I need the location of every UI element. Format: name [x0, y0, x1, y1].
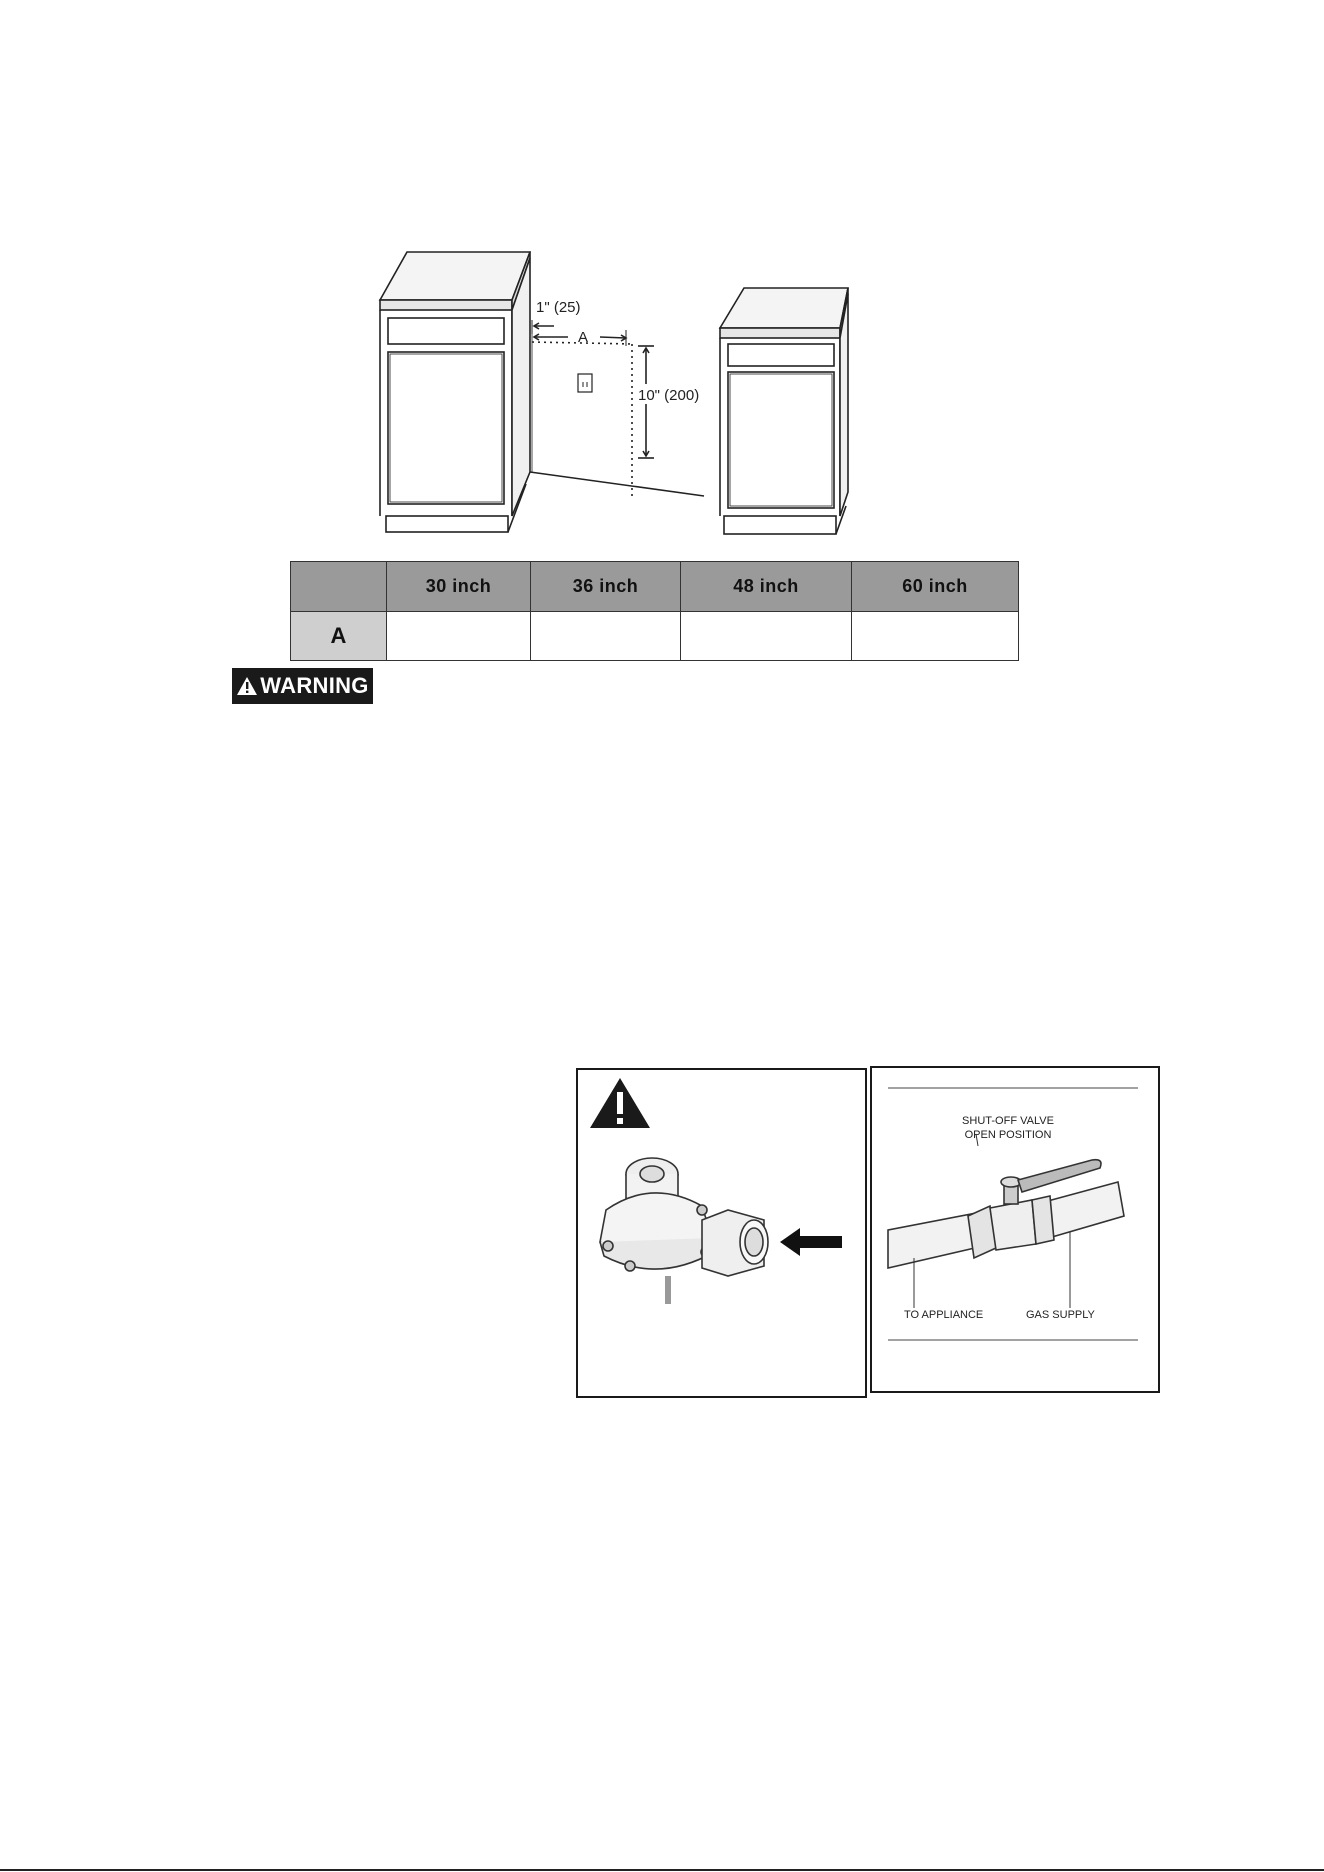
table-row: [291, 612, 1019, 661]
table-header-cell: 36 inch: [531, 562, 681, 612]
table-header-cell: 60 inch: [852, 562, 1019, 612]
valve-title-line2: OPEN POSITION: [964, 1129, 1052, 1141]
regulator-illustration-box: [576, 1068, 867, 1398]
caution-triangle-icon: [590, 1078, 650, 1128]
warning-badge: [232, 668, 373, 704]
dimension-a-label: A: [578, 329, 589, 346]
to-appliance-label: TO APPLIANCE: [904, 1309, 984, 1321]
valve-title-line1: SHUT-OFF VALVE: [962, 1115, 1054, 1127]
table-header-cell: 30 inch: [387, 562, 531, 612]
warning-triangle-icon: [236, 676, 258, 696]
row-label: A: [291, 612, 387, 661]
arrow-left-icon: [780, 1228, 842, 1256]
shutoff-valve-illustration-box: [870, 1066, 1160, 1393]
clearance-table: [290, 561, 1019, 661]
table-cell: [681, 612, 852, 661]
warning-label: WARNING: [260, 673, 369, 698]
table-header-cell: 48 inch: [681, 562, 852, 612]
height-label: 10" (200): [638, 387, 700, 404]
table-cell: [531, 612, 681, 661]
gas-regulator-drawing: [600, 1158, 768, 1304]
footer-rule: [0, 1869, 1324, 1871]
gap-label: 1" (25): [536, 299, 581, 316]
table-header-cell: [291, 562, 387, 612]
gas-supply-label: GAS SUPPLY: [1026, 1309, 1095, 1321]
table-cell: [852, 612, 1019, 661]
table-cell: [387, 612, 531, 661]
shutoff-valve-drawing: [888, 1134, 1124, 1308]
cabinet-clearance-diagram: [372, 248, 872, 558]
table-header-row: [291, 562, 1019, 612]
